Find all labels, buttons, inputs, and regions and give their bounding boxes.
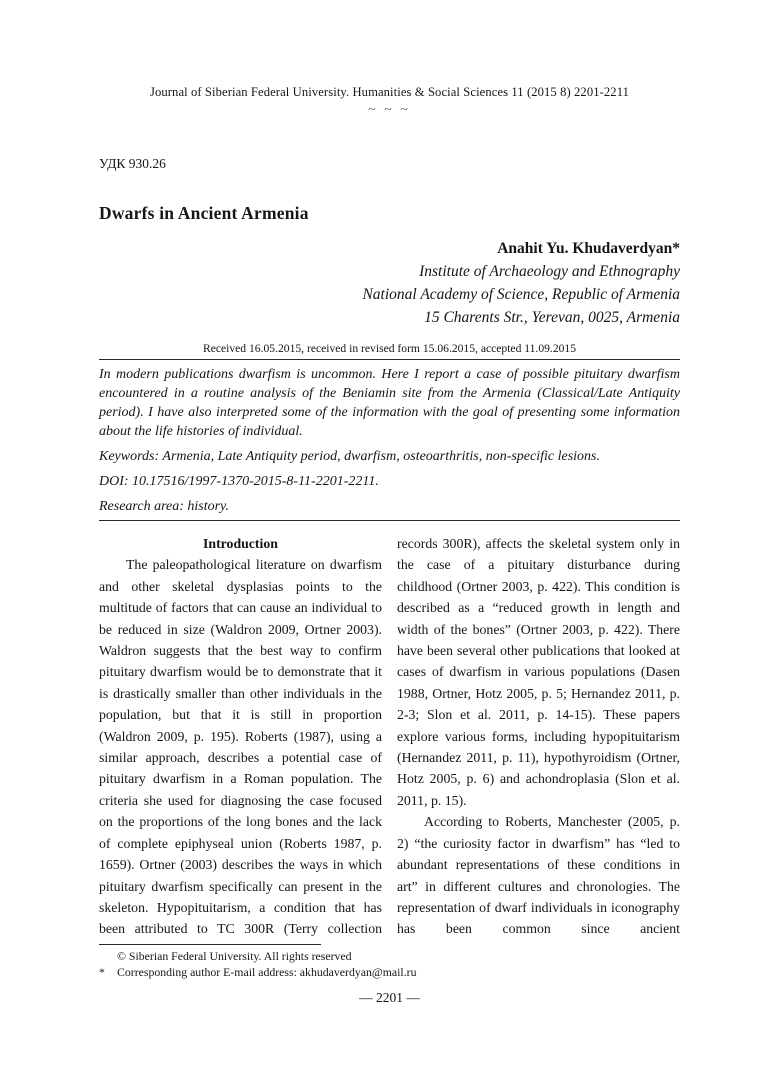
footnote-marker-empty xyxy=(99,949,117,965)
body-paragraph: records 300R), affects the skeletal system only in the case of a pituitary disturbance during childhood (Ortner 2003, p. 422). This condition is described as a “reduced growth in length and width of the bones” (Ortner 2003, p. 422). There have been several other publications that looked at cases of dwarfism in various populations (Dasen 1988, Ortner, Hotz 2005, p. 5; Hernandez 2011, p. 2-3; Slon et al. 2011, p. 14-15). These papers explore various forms, including hypopituitarism (Hernandez 2011, p. 11), hypothyroidism (Ortner, Hotz 2005, p. 6) and achondroplasia (Slon et al. 2011, p. 15). xyxy=(397,536,680,808)
body-paragraph: The paleopathological literature on dwarfism and other skeletal dysplasias points to the multitude of factors that can cause an individual to be reduced in size (Waldron 2009, Ortner 2003). Waldron suggests that the best way to confirm pituitary dwarfism would be to demonstrate that it is drastically smaller than other individuals in the population, but that it is still in proportion (Waldron 2009, p. 195). Roberts (1987), using a similar approach, describes a potential case of pituitary dwarfism in a Roman population. The criteria she used for diagnosing the case focused on the proportions of the long bones and the lack of complete epiphyseal union (Roberts 1987, p. 1659). Ortner (2003) describes the ways in which pituitary dwarfism specifically can present in the skeleton. Hypopituitarism, a condition that has been attributed to TC 300R (Terry collection xyxy=(99,557,382,937)
affiliation-line: 15 Charents Str., Yerevan, 0025, Armenia xyxy=(424,309,680,326)
left-column xyxy=(99,533,382,945)
footnote-divider-rule xyxy=(99,944,321,945)
footnote-asterisk-marker: * xyxy=(99,964,105,979)
udc-code: УДК 930.26 xyxy=(99,156,166,171)
right-column xyxy=(397,533,680,945)
section-heading-introduction: Introduction xyxy=(203,536,278,551)
affiliation-line: National Academy of Science, Republic of Armenia xyxy=(362,286,680,303)
header-ornament: ~ ~ ~ xyxy=(368,101,411,116)
body-paragraph: According to Roberts, Manchester (2005, p. 2) “the curiosity factor in dwarfism” has “led to abundant representations of these conditions in art” in different cultures and chronologies. The representation of dwarf individuals in iconography has been common since ancient xyxy=(397,814,680,937)
page-number: — 2201 — xyxy=(359,990,420,1005)
received-dates-line: Received 16.05.2015, received in revised form 15.06.2015, accepted 11.09.2015 xyxy=(202,342,577,355)
copyright-line-row xyxy=(99,949,680,965)
doi-line: DOI: 10.17516/1997-1370-2015-8-11-2201-2211. xyxy=(99,474,379,489)
article-title: Dwarfs in Ancient Armenia xyxy=(99,203,309,223)
copyright-text: © Siberian Federal University. All rights reserved xyxy=(117,949,352,963)
corresponding-author-text: Corresponding author E-mail address: akhudaverdyan@mail.ru xyxy=(117,964,417,979)
research-area-line: Research area: history. xyxy=(99,499,229,514)
body-columns xyxy=(99,533,680,945)
corresponding-author-row xyxy=(99,965,680,981)
abstract-text: In modern publications dwarfism is uncommon. Here I report a case of possible pituitary dwarfism encountered in a routine analysis of the Beniamin site from the Armenia (Classical/Late Antiquity period). I have also interpreted some of the information with the goal of presenting some information about the life histories of individual. xyxy=(99,367,680,439)
footnote-block xyxy=(99,944,680,980)
affiliation-line: Institute of Archaeology and Ethnography xyxy=(419,263,680,280)
divider-rule xyxy=(99,520,680,521)
author-block xyxy=(99,237,680,329)
author-name: Anahit Yu. Khudaverdyan* xyxy=(497,240,680,257)
journal-header-line: Journal of Siberian Federal University. Humanities & Social Sciences 11 (2015 8) 2201-2211 xyxy=(149,85,630,99)
divider-rule xyxy=(99,359,680,360)
keywords-line: Keywords: Armenia, Late Antiquity period, dwarfism, osteoarthritis, non-specific lesions. xyxy=(99,449,601,464)
